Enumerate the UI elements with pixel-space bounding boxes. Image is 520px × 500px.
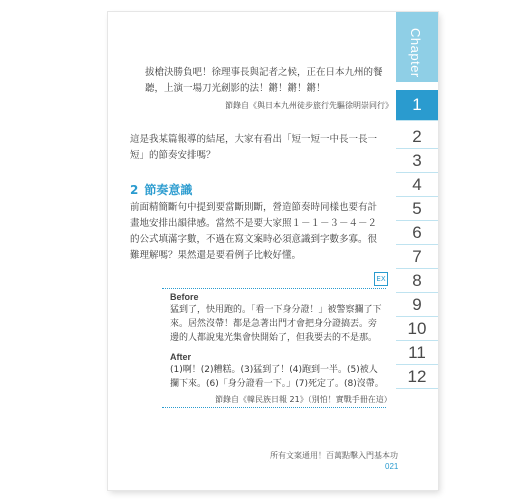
before-label: Before [170, 292, 199, 302]
quote-text: 拔槍決勝負吧！徐理事長與記者之候，正在日本九州的餐聽，上演一場刀光劍影的法！鏘！鏘！鏘！ [145, 67, 383, 94]
chapter-tab-12[interactable]: 12 [396, 366, 438, 389]
section-title: 節奏意識 [144, 183, 193, 197]
chapter-tab-9[interactable]: 9 [396, 294, 438, 317]
chapter-tab-5[interactable]: 5 [396, 198, 438, 221]
example-icon: EX [374, 272, 388, 286]
chapter-tab-header [396, 12, 438, 82]
after-label: After [170, 352, 192, 362]
chapter-tabs [396, 12, 438, 490]
quote-source: 節錄自《與日本九州徒步旅行先驅徐明崇同行》 [225, 101, 393, 110]
chapter-tab-1[interactable]: 1 [396, 90, 438, 121]
paragraph-1: 這是我某篇報導的結尾，大家有看出「短一短一中長一長一短」的節奏安排嗎？ [130, 134, 378, 161]
chapter-tab-3[interactable]: 3 [396, 150, 438, 173]
section-heading [130, 181, 192, 198]
before-text: 猛到了，快用跑的。「看一下身分證！」被警察攔了下來。居然沒帶！都是急著出門才會把身分證搞丟。旁邊的人都說鬼光集會快開始了，但我要去的不是那。 [170, 305, 382, 343]
example-source: 節錄自《韓民族日報 21》（別怕！實戰手冊在這） [215, 395, 392, 404]
section-number: 2 [130, 183, 139, 197]
chapter-tab-7[interactable]: 7 [396, 246, 438, 269]
page-number: 021 [385, 462, 399, 471]
after-text: (1)啊！(2)糟糕。(3)猛到了！(4)跑到一半。(5)被人攔下來。(6)「身分證看一下。」(7)死定了。(8)沒帶。 [170, 365, 384, 389]
chapter-tab-10[interactable]: 10 [396, 318, 438, 341]
chapter-tab-4[interactable]: 4 [396, 174, 438, 197]
chapter-tab-11[interactable]: 11 [396, 342, 438, 365]
chapter-tab-8[interactable]: 8 [396, 270, 438, 293]
paragraph-2: 前面精簡斷句中提到要當斷則斷，營造節奏時同樣也要有計畫地安排出韻律感。當然不是要大家照１－１－３－４－２的公式填滿字數，不過在寫文案時必須意識到字數多寡。很難理解嗎？果然還是要看例子比較好懂。 [130, 202, 378, 261]
chapter-tab-6[interactable]: 6 [396, 222, 438, 245]
chapter-label: Chapter [408, 28, 423, 78]
footer-text: 所有文案通用！百萬點擊入門基本功 [270, 451, 398, 460]
chapter-tab-2[interactable]: 2 [396, 126, 438, 149]
